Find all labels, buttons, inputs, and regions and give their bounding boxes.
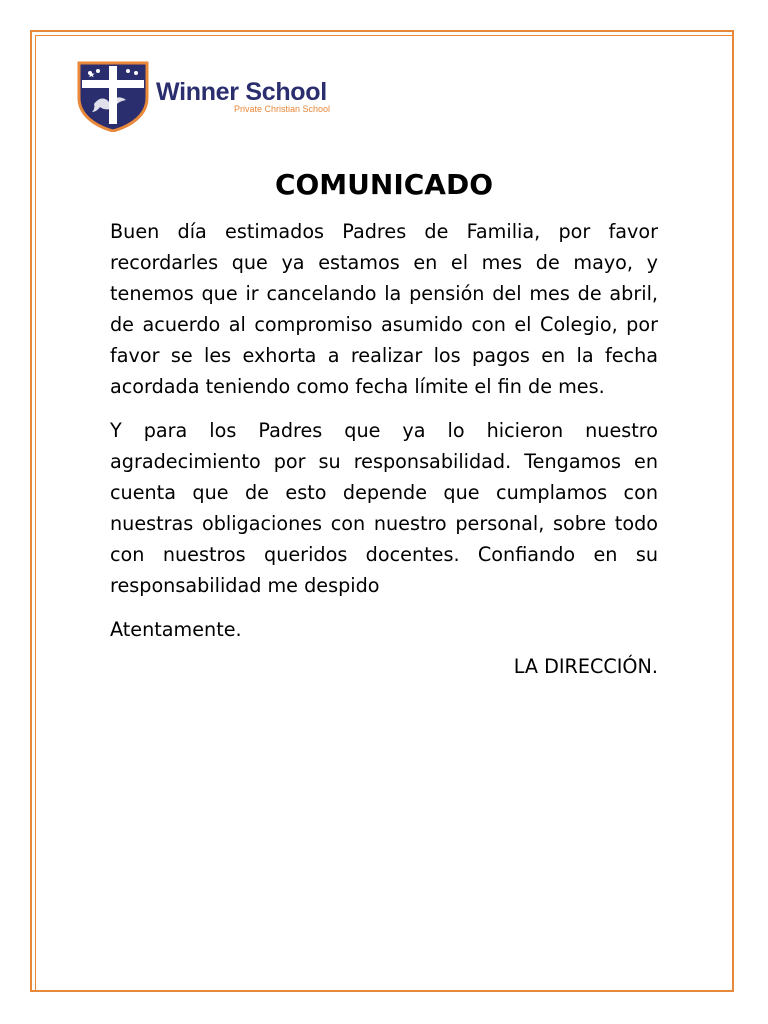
school-logo bbox=[76, 60, 330, 132]
shield-cross-icon bbox=[76, 60, 150, 132]
signature-line: LA DIRECCIÓN. bbox=[513, 655, 658, 678]
logo-text bbox=[156, 78, 330, 114]
school-name: Winner School bbox=[156, 78, 327, 106]
closing-line: Atentamente. bbox=[110, 618, 242, 641]
paragraph-thanks: Y para los Padres que ya lo hicieron nuestro agradecimiento por su responsabilidad. Tengamos en cuenta que de esto depende que cumplamos con nuestras obligaciones con nuestro personal, sobre todo con nuestros queridos docentes. Confiando en su responsabilidad me despido bbox=[110, 419, 658, 597]
school-tagline: Private Christian School bbox=[234, 104, 331, 114]
document-body bbox=[110, 216, 658, 682]
paragraph-reminder: Buen día estimados Padres de Familia, por favor recordarles que ya estamos en el mes de mayo, y tenemos que ir cancelando la pensión del mes de abril, de acuerdo al compromiso asumido con el Colegio, por favor se les exhorta a realizar los pagos en la fecha acordada teniendo como fecha límite el fin de mes. bbox=[110, 220, 658, 398]
document-title: COMUNICADO bbox=[274, 168, 494, 201]
